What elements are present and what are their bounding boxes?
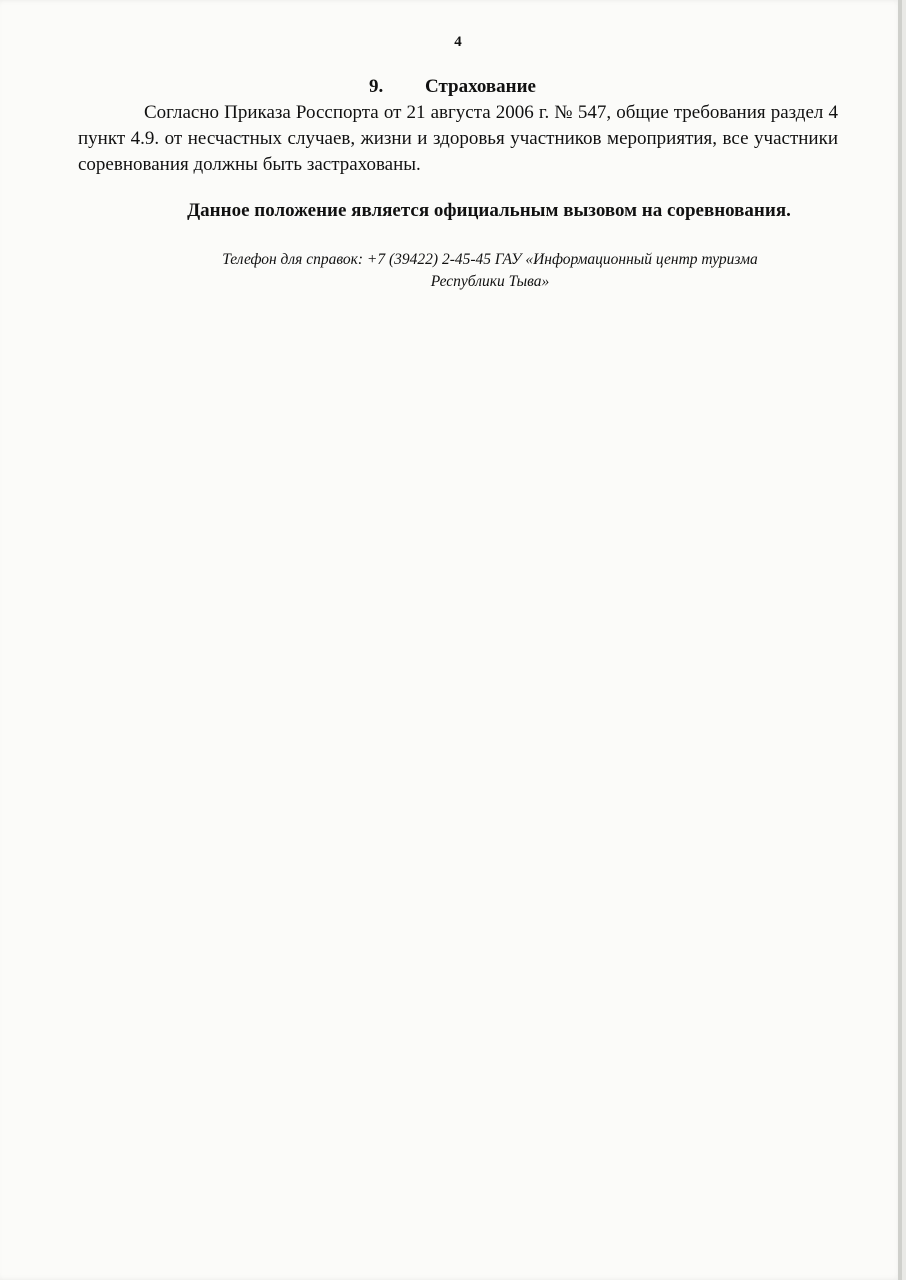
official-call-statement: Данное положение является официальным вызовом на соревнования. — [187, 200, 791, 221]
page-edge-shadow — [898, 0, 902, 1280]
section-number: 9. — [369, 76, 384, 97]
contact-line-organization: Республики Тыва» — [430, 273, 550, 290]
section-title: Страхование — [425, 76, 536, 97]
page-number: 4 — [454, 34, 462, 50]
contact-info — [140, 249, 840, 293]
section-heading — [369, 76, 536, 98]
insurance-paragraph: Согласно Приказа Росспорта от 21 августа 2006 г. № 547, общие требования раздел 4 пункт 4.9. от несчастных случаев, жизни и здоровья участников мероприятия, все участники соревнования должны быть застрахованы. — [78, 102, 838, 175]
contact-line-phone: Телефон для справок: +7 (39422) 2-45-45 ГАУ «Информационный центр туризма — [222, 251, 758, 268]
